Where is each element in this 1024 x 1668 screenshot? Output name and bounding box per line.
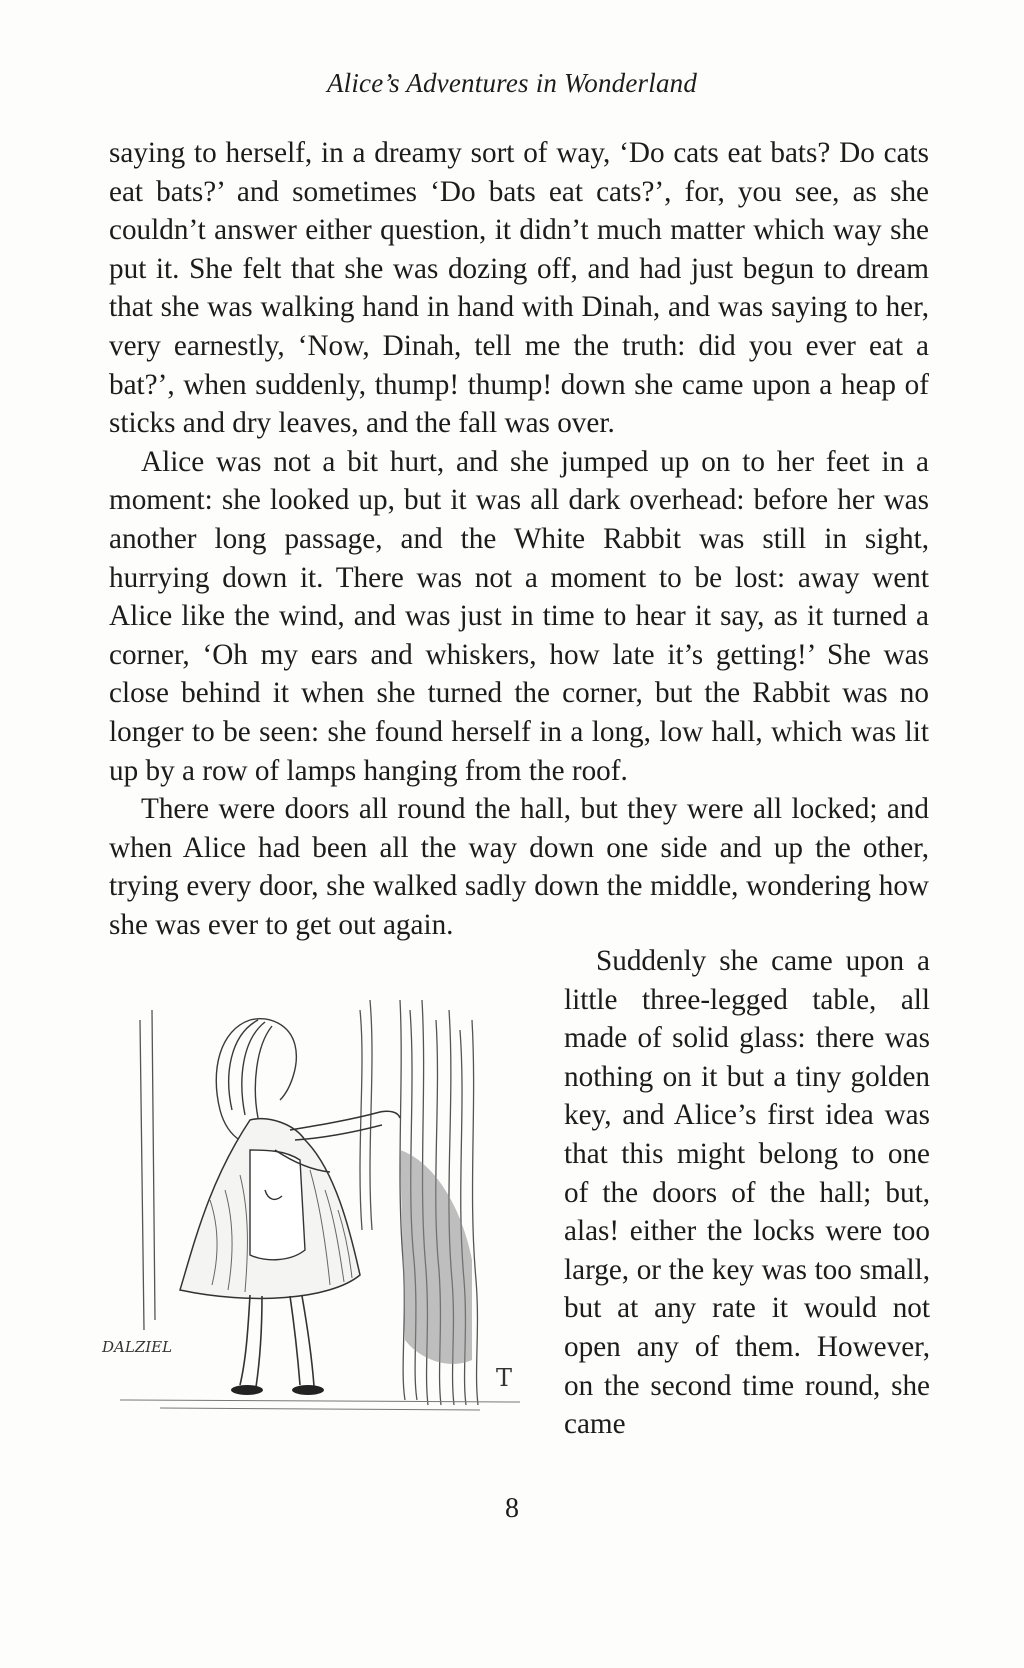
floor-lines <box>120 1400 520 1410</box>
paragraph-4: Suddenly she came upon a little three-legged table, all made of solid glass: there was nothing on it but a tiny golden key, and Alice’s first idea was that this might belong to one of the doors of the hall; but, alas! either the locks were too large, or the key was too small, but at any rate it would not open any of them. However, on the second time round, she came <box>564 945 930 1441</box>
paragraph-3: There were doors all round the hall, but they were all locked; and when Alice had been all the way down one side and up the other, trying every door, she walked sadly down the middle, wondering how she was ever to get out again. <box>109 793 929 941</box>
alice-apron <box>250 1150 305 1260</box>
side-column-text <box>564 942 930 1444</box>
paragraph-2: Alice was not a bit hurt, and she jumped up on to her feet in a moment: she looked up, but it was all dark overhead: before her was another long passage, and the White Rabbit was still in sight, hurrying down it. There was not a moment to be lost: away went Alice like the wind, and was just in time to hear it say, as it turned a corner, ‘Oh my ears and whiskers, how late it’s getting!’ She was close behind it when she turned the corner, but the Rabbit was no longer to be seen: she found herself in a long, low hall, which was lit up by a row of lamps hanging from the roof. <box>109 445 929 787</box>
alice-shoes <box>231 1385 324 1395</box>
engraver-signature: DALZIEL <box>102 1338 173 1356</box>
page-number: 8 <box>505 1493 519 1524</box>
paragraph-1: saying to herself, in a dreamy sort of way, ‘Do cats eat bats? Do cats eat bats?’ and sometimes ‘Do bats eat cats?’, for, you see, as she couldn’t answer either question, it didn’t much matter which way she put it. She felt that she was dozing off, and had just begun to dream that she was walking hand in hand with Dinah, and was saying to her, very earnestly, ‘Now, Dinah, tell me the truth: did you ever eat a bat?’, when suddenly, thump! thump! down she came upon a heap of sticks and dry leaves, and the fall was over. <box>109 137 929 440</box>
alice-legs <box>240 1295 314 1387</box>
illustrator-monogram: T <box>496 1364 513 1392</box>
body-text <box>109 134 929 944</box>
running-head: Alice’s Adventures in Wonderland <box>326 68 698 98</box>
alice-curtain-illustration <box>100 1000 540 1440</box>
